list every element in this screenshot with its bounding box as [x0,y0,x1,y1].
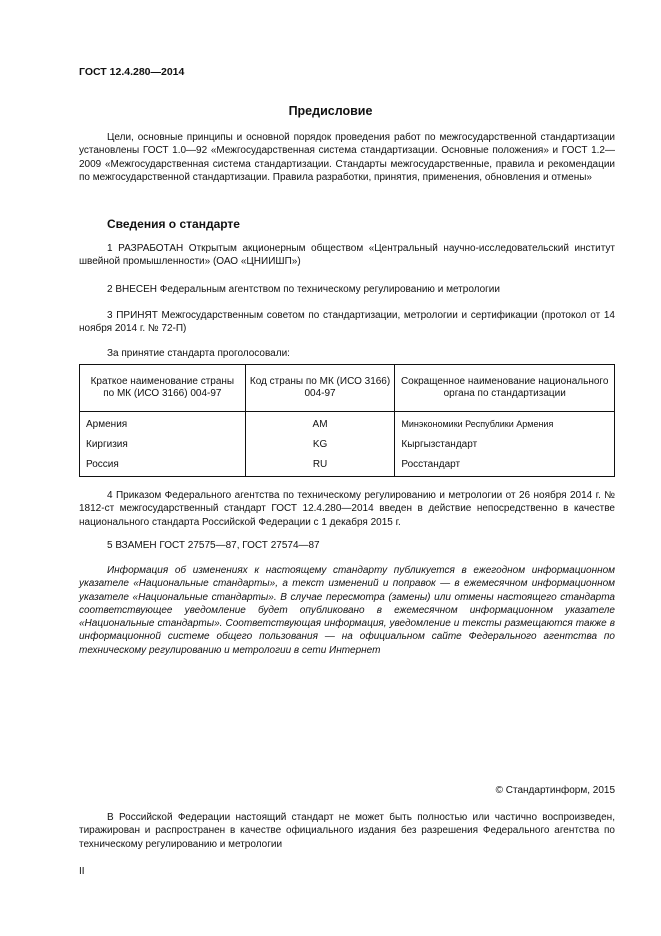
country-name: Россия [80,454,246,477]
country-code: AM [245,412,395,435]
national-body: Росстандарт [395,454,615,477]
table-row [80,454,615,477]
country-code: KG [245,434,395,454]
header-national-body: Сокращенное наименование национального органа по стандартизации [395,365,615,412]
info-item-3: 3 ПРИНЯТ Межгосударственным советом по стандартизации, метрологии и сертификации (протокол от 14 ноября 2014 г. № 72-П) [79,310,615,335]
info-item-1: 1 РАЗРАБОТАН Открытым акционерным обществом «Центральный научно-исследовательский институт швейной промышленности» (ОАО «ЦНИИШП») [79,243,615,268]
country-name: Армения [80,412,246,435]
table-header-row [80,365,615,412]
national-body: Кыргызстандарт [395,434,615,454]
vote-intro: За принятие стандарта проголосовали: [107,348,290,359]
voting-table [79,364,615,477]
country-code: RU [245,454,395,477]
change-notice: Информация об изменениях к настоящему стандарту публикуется в ежегодном информационном указателе «Национальные стандарты», а текст изменений и поправок — в ежемесячном информационном указателе «Национальные стандарты». В случае пересмотра (замены) или отмены настоящего стандарта соответствующее уведомление будет опубликовано в ежемесячном информационном указателе «Национальные стандарты». Соответствующая информация, уведомление и тексты размещаются также в информационной системе общего пользования — на официальном сайте Федерального агентства по техническому регулированию и метрологии в сети Интернет [79,565,615,656]
country-name: Киргизия [80,434,246,454]
table-row [80,434,615,454]
info-item-5: 5 ВЗАМЕН ГОСТ 27575—87, ГОСТ 27574—87 [107,540,320,551]
info-item-2: 2 ВНЕСЕН Федеральным агентством по техническому регулированию и метрологии [107,284,500,295]
rights-notice: В Российской Федерации настоящий стандарт не может быть полностью или частично воспроизведен, тиражирован и распространен в качестве официального издания без разрешения Федерального агентства по техническому регулированию и метрологии [79,812,615,850]
info-heading: Сведения о стандарте [107,217,240,231]
preface-title: Предисловие [288,104,373,118]
header-country-name: Краткое наименование страны по МК (ИСО 3166) 004-97 [80,365,246,412]
national-body: Минэкономики Республики Армения [395,412,615,435]
preface-text: Цели, основные принципы и основной порядок проведения работ по межгосударственной стандартизации установлены ГОСТ 1.0—92 «Межгосударственная система стандартизации. Основные положения» и ГОСТ 1.2—2009 «Межгосударственная система стандартизации. Стандарты межгосударственные, правила и рекомендации по межгосударственной стандартизации. Правила разработки, принятия, применения, обновления и отмены» [79,132,615,183]
page-number: II [79,866,85,877]
document-code: ГОСТ 12.4.280—2014 [79,66,185,78]
table-row [80,412,615,435]
info-item-4: 4 Приказом Федерального агентства по техническому регулированию и метрологии от 26 ноября 2014 г. № 1812-ст межгосударственный стандарт ГОСТ 12.4.280—2014 введен в действие непосредственно в качестве национального стандарта Российской Федерации с 1 декабря 2015 г. [79,490,615,528]
copyright: © Стандартинформ, 2015 [495,785,615,796]
header-country-code: Код страны по МК (ИСО 3166) 004-97 [245,365,395,412]
